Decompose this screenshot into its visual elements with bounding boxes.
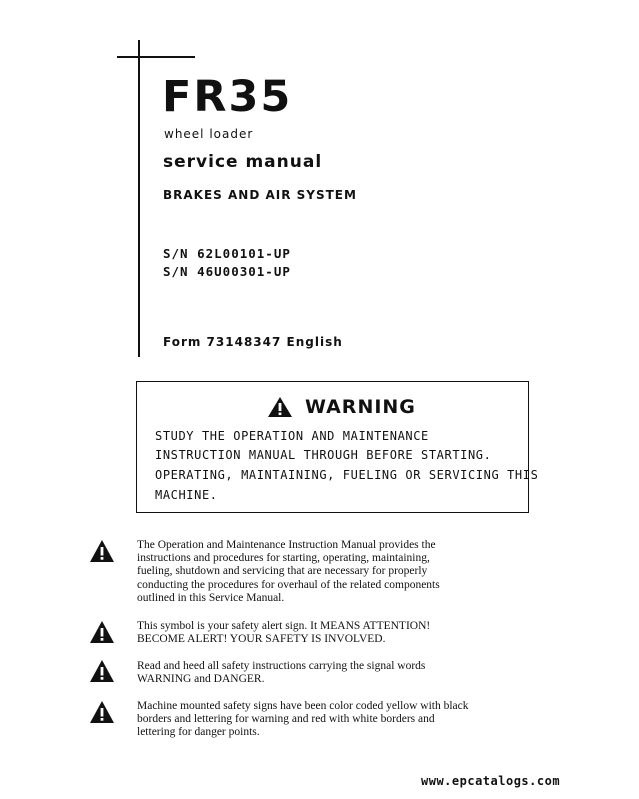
- note-line: BECOME ALERT! YOUR SAFETY IS INVOLVED.: [137, 633, 386, 646]
- safety-note-manual: [137, 539, 507, 605]
- warning-line: STUDY THE OPERATION AND MAINTENANCE: [155, 429, 429, 443]
- note-line: lettering for danger points.: [137, 726, 260, 739]
- note-line: This symbol is your safety alert sign. It MEANS ATTENTION!: [137, 620, 431, 632]
- section-title: BRAKES AND AIR SYSTEM: [163, 188, 357, 202]
- note-line: WARNING and DANGER.: [137, 673, 265, 686]
- form-number: Form 73148347 English: [163, 335, 343, 349]
- note-line: conducting the procedures for overhaul of the related components: [137, 578, 440, 591]
- note-line: Read and heed all safety instructions carrying the signal words: [137, 660, 426, 672]
- manual-type: service manual: [163, 152, 323, 172]
- crop-mark-horizontal: [117, 56, 195, 58]
- warning-triangle-icon: [89, 700, 115, 724]
- warning-line: MACHINE.: [155, 488, 218, 502]
- warning-header: [267, 396, 416, 418]
- safety-note-alert-symbol: [137, 620, 507, 646]
- warning-title: WARNING: [305, 396, 416, 418]
- warning-line: OPERATING, MAINTAINING, FUELING OR SERVICING THIS: [155, 468, 539, 482]
- warning-triangle-icon: [89, 539, 115, 563]
- machine-type: wheel loader: [164, 127, 254, 141]
- note-line: instructions and procedures for starting, operating, maintaining,: [137, 552, 430, 565]
- warning-triangle-icon: [267, 396, 293, 418]
- note-line: Machine mounted safety signs have been color coded yellow with black: [137, 700, 469, 712]
- safety-note-color-coding: [137, 700, 507, 740]
- warning-box: [136, 381, 539, 513]
- serial-number-1: S/N 62L00101-UP: [163, 246, 291, 261]
- note-line: fueling, shutdown and servicing that are necessary for properly: [137, 565, 428, 578]
- warning-triangle-icon: [89, 659, 115, 683]
- footer-url: www.epcatalogs.com: [421, 774, 561, 788]
- model-title: FR35: [162, 72, 293, 122]
- crop-mark-vertical: [138, 40, 140, 357]
- note-line: borders and lettering for warning and red with white borders and: [137, 713, 435, 726]
- safety-note-signal-words: [137, 660, 507, 686]
- note-line: outlined in this Service Manual.: [137, 591, 285, 604]
- warning-line: INSTRUCTION MANUAL THROUGH BEFORE STARTING.: [155, 448, 492, 462]
- serial-number-2: S/N 46U00301-UP: [163, 264, 291, 279]
- warning-triangle-icon: [89, 620, 115, 644]
- note-line: The Operation and Maintenance Instruction Manual provides the: [137, 539, 436, 551]
